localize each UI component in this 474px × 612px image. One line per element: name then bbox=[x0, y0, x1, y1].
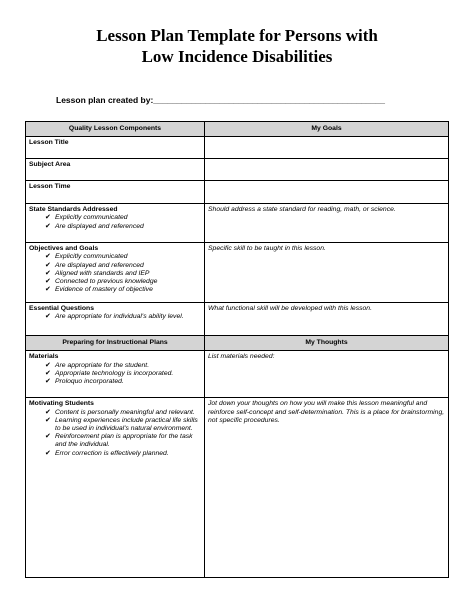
list-item: ✔ Content is personally meaningful and relevant. bbox=[45, 408, 195, 416]
check-mark-icon: ✔ bbox=[45, 222, 51, 230]
components-header-row bbox=[26, 122, 449, 137]
list-item: ✔ Appropriate technology is incorporated. bbox=[45, 369, 174, 377]
goal-cell-lesson-title[interactable] bbox=[205, 137, 449, 159]
check-mark-icon: ✔ bbox=[45, 449, 51, 457]
list-item: ✔ Evidence of mastery of objective bbox=[45, 286, 153, 294]
check-mark-icon: ✔ bbox=[45, 361, 51, 369]
lesson-plan-table bbox=[25, 121, 449, 578]
header-my-thoughts: My Thoughts bbox=[205, 336, 449, 351]
row-title: Motivating Students bbox=[29, 400, 94, 408]
check-mark-icon: ✔ bbox=[45, 286, 51, 294]
goal-hint: Specific skill to be taught in this lesson. bbox=[208, 245, 326, 253]
row-title: State Standards Addressed bbox=[29, 206, 118, 214]
check-mark-icon: ✔ bbox=[45, 416, 51, 424]
thought-hint: Jot down your thoughts on how you will make this lesson meaningful and reinforce self-concept and self-determination. This is a place for brainstorming, not specific procedures. bbox=[208, 400, 445, 424]
thought-cell-materials[interactable] bbox=[205, 351, 449, 398]
list-item: ✔ Are appropriate for the student. bbox=[45, 361, 150, 369]
checklist bbox=[29, 253, 201, 294]
header-preparing-instructional-plans: Preparing for Instructional Plans bbox=[26, 336, 205, 351]
list-item: ✔ Reinforcement plan is appropriate for the task and the individual. bbox=[45, 433, 193, 449]
goal-cell-state-standards[interactable] bbox=[205, 204, 449, 243]
goal-hint: Should address a state standard for reading, math, or science. bbox=[208, 206, 396, 214]
row-title: Essential Questions bbox=[29, 305, 94, 313]
goal-cell-objectives-goals[interactable] bbox=[205, 243, 449, 303]
row-state-standards bbox=[26, 204, 449, 243]
title-line-1: Lesson Plan Template for Persons with bbox=[96, 26, 378, 45]
check-mark-icon: ✔ bbox=[45, 261, 51, 269]
row-lesson-time bbox=[26, 181, 449, 204]
check-mark-icon: ✔ bbox=[45, 378, 51, 386]
list-item: ✔ Error correction is effectively planned. bbox=[45, 449, 169, 457]
checklist bbox=[29, 214, 201, 230]
row-essential-questions bbox=[26, 303, 449, 336]
list-item: ✔ Explicitly communicated bbox=[45, 253, 128, 261]
check-mark-icon: ✔ bbox=[45, 278, 51, 286]
row-title: Lesson Time bbox=[29, 183, 71, 191]
row-title: Lesson Title bbox=[29, 139, 69, 147]
goal-cell-lesson-time[interactable] bbox=[205, 181, 449, 204]
goal-cell-subject-area[interactable] bbox=[205, 159, 449, 181]
list-item: ✔ Proloquo incorporated. bbox=[45, 378, 124, 386]
row-title: Objectives and Goals bbox=[29, 245, 99, 253]
row-subject-area bbox=[26, 159, 449, 181]
check-mark-icon: ✔ bbox=[45, 313, 51, 321]
checklist bbox=[29, 362, 201, 387]
list-item: ✔ Are displayed and referenced bbox=[45, 222, 144, 230]
goal-cell-essential-questions[interactable] bbox=[205, 303, 449, 336]
check-mark-icon: ✔ bbox=[45, 369, 51, 377]
check-mark-icon: ✔ bbox=[45, 433, 51, 441]
check-mark-icon: ✔ bbox=[45, 269, 51, 277]
list-item: ✔ Explicitly communicated bbox=[45, 214, 128, 222]
thought-hint: List materials needed: bbox=[208, 353, 275, 361]
checklist bbox=[29, 313, 201, 321]
row-objectives-goals bbox=[26, 243, 449, 303]
list-item: ✔ Are appropriate for individual's ability level. bbox=[45, 313, 184, 321]
checklist bbox=[29, 409, 201, 458]
preparing-header-row bbox=[26, 336, 449, 351]
row-materials bbox=[26, 351, 449, 398]
row-title: Subject Area bbox=[29, 161, 71, 169]
header-my-goals: My Goals bbox=[205, 122, 449, 137]
header-quality-lesson-components: Quality Lesson Components bbox=[26, 122, 205, 137]
list-item: ✔ Aligned with standards and IEP bbox=[45, 269, 150, 277]
list-item: ✔ Are displayed and referenced bbox=[45, 261, 144, 269]
document-title bbox=[0, 25, 474, 67]
row-title: Materials bbox=[29, 353, 59, 361]
goal-hint: What functional skill will be developed with this lesson. bbox=[208, 305, 372, 313]
check-mark-icon: ✔ bbox=[45, 214, 51, 222]
check-mark-icon: ✔ bbox=[45, 408, 51, 416]
check-mark-icon: ✔ bbox=[45, 253, 51, 261]
title-line-2: Low Incidence Disabilities bbox=[141, 47, 333, 66]
thought-cell-motivating-students[interactable] bbox=[205, 398, 449, 578]
row-lesson-title bbox=[26, 137, 449, 159]
created-by-label: Lesson plan created by:_________________________________________________ bbox=[56, 95, 385, 105]
list-item: ✔ Connected to previous knowledge bbox=[45, 278, 158, 286]
list-item: ✔ Learning experiences include practical life skills to be used in individual's natural environment. bbox=[45, 416, 198, 433]
row-motivating-students bbox=[26, 398, 449, 578]
